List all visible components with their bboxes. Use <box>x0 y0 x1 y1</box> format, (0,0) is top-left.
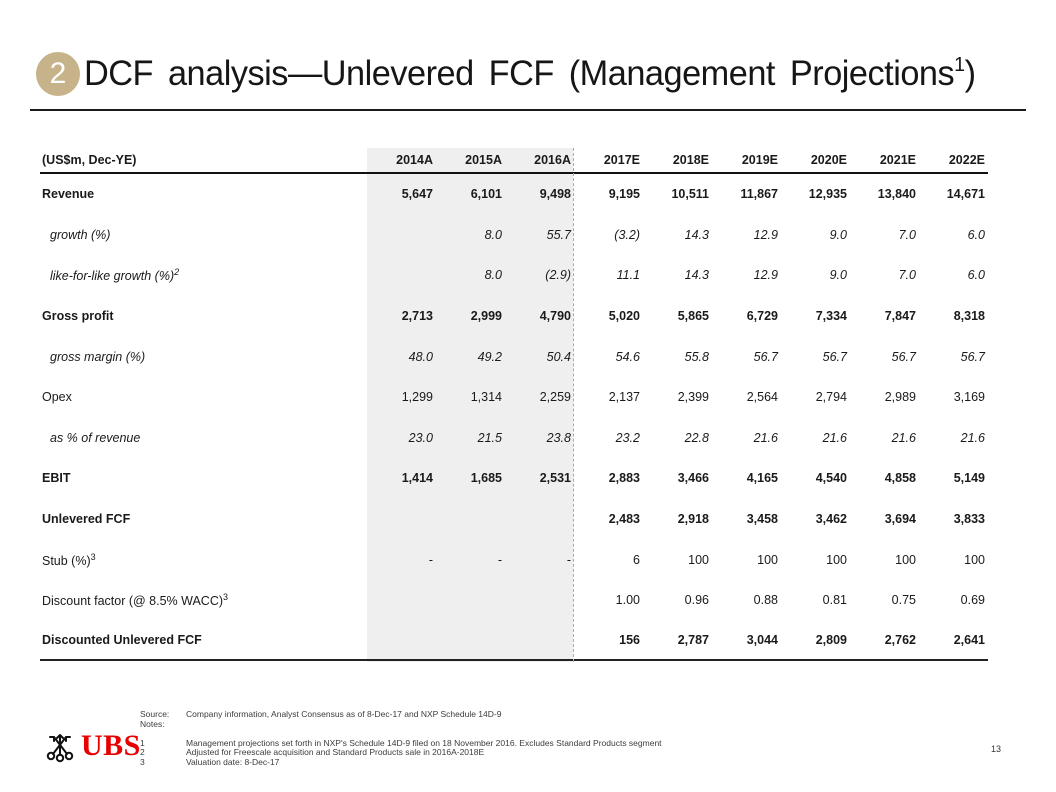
table-cell: 7.0 <box>898 268 916 283</box>
table-row <box>40 621 988 662</box>
table-cell: 2,259 <box>539 390 571 405</box>
table-row <box>40 539 988 580</box>
table-cell: 14.3 <box>684 227 709 242</box>
table-header-row <box>40 148 988 174</box>
table-header-year: 2021E <box>879 153 916 167</box>
notes-label-line <box>140 720 662 730</box>
table-cell: 14,671 <box>946 187 985 202</box>
table-header-year: 2017E <box>603 153 640 167</box>
table-cell: 4,540 <box>815 471 847 486</box>
table-cell: 22.8 <box>684 430 709 445</box>
note-number: 3 <box>140 756 145 767</box>
table-cell: 21.6 <box>891 430 916 445</box>
table-cell: 21.6 <box>753 430 778 445</box>
table-cell: 9,498 <box>539 187 571 202</box>
source-notes-block <box>140 710 662 767</box>
table-cell: 11,867 <box>740 187 778 202</box>
row-label <box>40 633 367 647</box>
table-cell: 2,531 <box>539 471 571 486</box>
table-row <box>40 336 988 377</box>
table-cell: 8.0 <box>484 268 502 283</box>
row-label-text: Opex <box>42 390 72 405</box>
table-row <box>40 458 988 499</box>
table-cell: 2,918 <box>677 512 709 527</box>
table-cell: 3,458 <box>746 512 778 527</box>
page-title-text: DCF analysis—Unlevered FCF (Management Projections <box>84 54 955 93</box>
table-header-year: 2022E <box>948 153 985 167</box>
table-cell: 7.0 <box>898 227 916 242</box>
table-cell: 9.0 <box>829 227 847 242</box>
table-cell: 0.81 <box>822 593 847 608</box>
table-row <box>40 174 988 215</box>
table-row <box>40 418 988 459</box>
table-cell: 8.0 <box>484 227 502 242</box>
table-cell: 56.7 <box>822 349 847 364</box>
table-cell: 2,641 <box>953 632 985 647</box>
source-text: Company information, Analyst Consensus as of 8-Dec-17 and NXP Schedule 14D-9 <box>186 709 502 719</box>
table-cell: 10,511 <box>671 187 709 202</box>
table-cell: 2,137 <box>608 390 640 405</box>
row-label <box>40 267 367 283</box>
table-cell: 2,762 <box>884 632 916 647</box>
table-cell: 21.6 <box>822 430 847 445</box>
table-header-year: 2018E <box>672 153 709 167</box>
note-text: Management projections set forth in NXP's Schedule 14D-9 filed on 18 November 2016. Excludes Standard Products segment <box>186 737 662 748</box>
table-cell: 2,483 <box>608 512 640 527</box>
table-cell: 2,809 <box>815 632 847 647</box>
table-cell: 21.6 <box>960 430 985 445</box>
row-label <box>40 309 367 323</box>
table-cell: 1,414 <box>401 471 433 486</box>
note-line <box>140 758 662 768</box>
row-label-text: Discount factor (@ 8.5% WACC) <box>42 594 224 609</box>
table-cell: 0.69 <box>960 593 985 608</box>
row-label <box>40 512 367 526</box>
ubs-keys-icon <box>44 729 76 763</box>
row-label-text: EBIT <box>42 471 71 486</box>
table-cell: 2,989 <box>884 390 916 405</box>
row-label <box>40 187 367 201</box>
table-cell: 23.2 <box>615 430 640 445</box>
row-label <box>40 552 367 568</box>
table-cell: 14.3 <box>684 268 709 283</box>
row-label <box>40 350 367 364</box>
table-cell: 0.75 <box>891 593 916 608</box>
table-cell: 1.00 <box>615 593 640 608</box>
table-cell: 4,790 <box>539 309 571 324</box>
table-cell: 6,729 <box>746 309 778 324</box>
ubs-logo <box>44 729 141 763</box>
table-cell: 4,858 <box>884 471 916 486</box>
table-cell: 2,794 <box>815 390 847 405</box>
table-cell: 12.9 <box>753 227 778 242</box>
ubs-logo-text: UBS <box>81 729 141 762</box>
row-label-text: Revenue <box>42 187 95 202</box>
table-cell: 100 <box>688 552 709 567</box>
row-label <box>40 431 367 445</box>
table-row <box>40 377 988 418</box>
source-label: Source: <box>140 709 170 719</box>
row-label <box>40 592 367 608</box>
footer <box>0 702 1056 792</box>
table-cell: 2,713 <box>401 309 433 324</box>
table-cell: (3.2) <box>614 227 640 242</box>
table-cell: 1,314 <box>470 390 502 405</box>
table-cell: 6 <box>633 552 640 567</box>
title-divider-line <box>30 109 1026 111</box>
table-header-year: 2019E <box>741 153 778 167</box>
row-label-footnote-sup: 2 <box>174 267 180 278</box>
dcf-table <box>40 148 988 662</box>
table-cell: 5,647 <box>401 187 433 202</box>
table-cell: 23.8 <box>546 430 571 445</box>
table-cell: 56.7 <box>753 349 778 364</box>
table-cell: 2,787 <box>677 632 709 647</box>
table-cell: 12.9 <box>753 268 778 283</box>
page-title-footnote-sup: 1 <box>954 54 965 76</box>
table-cell: 9,195 <box>608 187 640 202</box>
actual-estimate-divider <box>573 148 574 662</box>
table-cell: 48.0 <box>408 349 433 364</box>
row-label <box>40 471 367 485</box>
row-label <box>40 228 367 242</box>
table-cell: 56.7 <box>891 349 916 364</box>
table-cell: 6.0 <box>967 268 985 283</box>
table-header-year: 2016A <box>534 153 571 167</box>
table-row <box>40 296 988 337</box>
table-cell: 4,165 <box>746 471 778 486</box>
table-cell: (2.9) <box>545 268 571 283</box>
table-cell: 8,318 <box>953 309 985 324</box>
table-cell: 5,865 <box>677 309 709 324</box>
note-text: Valuation date: 8-Dec-17 <box>186 756 280 767</box>
table-cell: 23.0 <box>408 430 433 445</box>
notes-label: Notes: <box>140 718 165 729</box>
table-cell: 3,466 <box>677 471 709 486</box>
table-cell: 100 <box>826 552 847 567</box>
table-grid <box>40 148 988 661</box>
table-cell: 100 <box>895 552 916 567</box>
table-cell: 54.6 <box>615 349 640 364</box>
table-cell: 5,020 <box>608 309 640 324</box>
table-cell: 13,840 <box>877 187 916 202</box>
table-cell: 2,883 <box>608 471 640 486</box>
table-cell: 3,169 <box>953 390 985 405</box>
table-cell: 7,334 <box>815 309 847 324</box>
table-cell: 0.96 <box>684 593 709 608</box>
row-label-text: growth (%) <box>50 227 111 242</box>
table-cell: 1,299 <box>401 390 433 405</box>
page-title <box>84 54 976 94</box>
table-cell: 56.7 <box>960 349 985 364</box>
table-cell: 0.88 <box>753 593 778 608</box>
table-cell: 6,101 <box>470 187 502 202</box>
row-label-text: like-for-like growth (%) <box>50 269 175 284</box>
row-label-footnote-sup: 3 <box>90 551 96 562</box>
table-cell: 21.5 <box>477 430 502 445</box>
table-cell: 9.0 <box>829 268 847 283</box>
row-label-text: Stub (%) <box>42 553 91 568</box>
table-cell: - <box>428 552 433 567</box>
table-cell: 55.8 <box>684 349 709 364</box>
table-cell: 1,685 <box>470 471 502 486</box>
table-header-units-label: (US$m, Dec-YE) <box>42 153 137 167</box>
note-text: Adjusted for Freescale acquisition and Standard Products sale in 2016A-2018E <box>186 747 485 757</box>
title-row <box>36 52 1026 96</box>
table-cell: 6.0 <box>967 227 985 242</box>
row-label-text: as % of revenue <box>50 430 141 445</box>
table-cell: 3,694 <box>884 512 916 527</box>
page-number: 13 <box>990 744 1001 754</box>
table-row <box>40 499 988 540</box>
table-cell: 2,399 <box>677 390 709 405</box>
table-cell: 2,999 <box>470 309 502 324</box>
row-label-text: Unlevered FCF <box>42 512 131 527</box>
table-header-year: 2014A <box>396 153 433 167</box>
page-title-close: ) <box>964 54 976 93</box>
table-header-year: 2020E <box>810 153 847 167</box>
row-label-text: gross margin (%) <box>50 349 146 364</box>
table-row <box>40 580 988 621</box>
table-cell: 156 <box>619 632 640 647</box>
table-cell: 2,564 <box>746 390 778 405</box>
table-row <box>40 215 988 256</box>
table-cell: 50.4 <box>546 349 571 364</box>
row-label-text: Discounted Unlevered FCF <box>42 632 202 647</box>
table-cell: 49.2 <box>477 349 502 364</box>
table-cell: 3,044 <box>746 632 778 647</box>
table-cell: 3,833 <box>953 512 985 527</box>
table-cell: 12,935 <box>808 187 847 202</box>
table-cell: 11.1 <box>616 268 640 283</box>
row-label <box>40 390 367 404</box>
table-cell: 3,462 <box>815 512 847 527</box>
section-number-badge: 2 <box>36 52 80 96</box>
note-number: 1 <box>140 737 145 748</box>
table-cell: 5,149 <box>953 471 985 486</box>
table-row <box>40 255 988 296</box>
table-cell: - <box>566 552 571 567</box>
table-header-year: 2015A <box>465 153 502 167</box>
table-cell: 100 <box>757 552 778 567</box>
row-label-text: Gross profit <box>42 309 114 324</box>
row-label-footnote-sup: 3 <box>223 592 229 603</box>
table-cell: 100 <box>964 552 985 567</box>
note-number: 2 <box>140 747 145 757</box>
source-line <box>140 710 662 720</box>
table-cell: - <box>497 552 502 567</box>
table-cell: 7,847 <box>884 309 916 324</box>
table-cell: 55.7 <box>546 227 571 242</box>
